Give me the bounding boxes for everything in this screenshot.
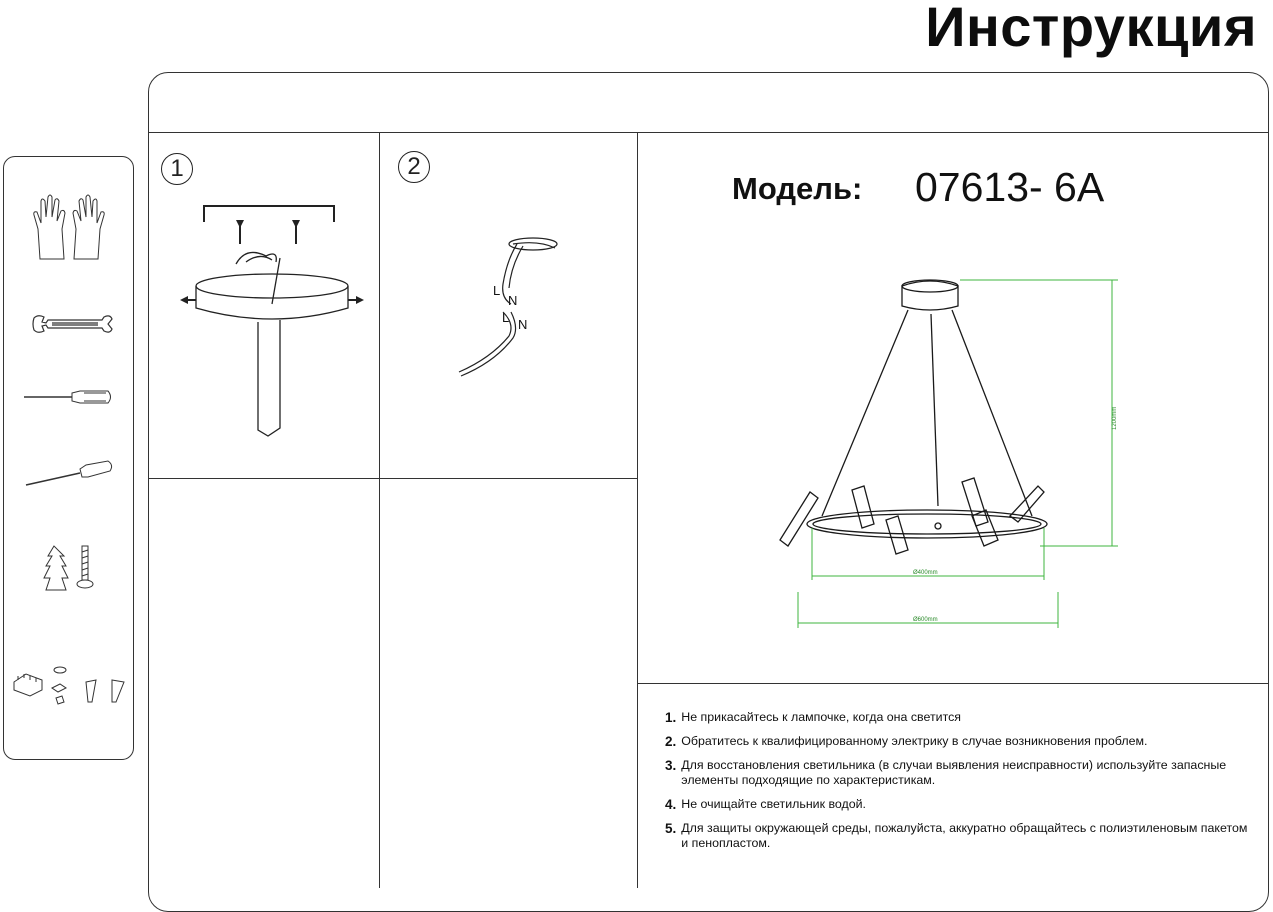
note-text: Для восстановления светильника (в случаи выявления неисправности) используйте запасные элементы подходящие по характеристикам. (681, 758, 1227, 787)
step-1-number: 1 (161, 153, 193, 185)
height-dimension: 1200mm (1112, 406, 1118, 430)
connector-parts-icon (12, 662, 130, 706)
wire-label-l-lower: L (502, 310, 510, 325)
grid-divider-2 (637, 132, 638, 888)
page-title: Инструкция (925, 0, 1257, 58)
note-number: 2. (665, 734, 677, 749)
screwdriver-icon (22, 387, 114, 407)
note-item (665, 758, 1255, 788)
note-text: Для защиты окружающей среды, пожалуйста, аккуратно обращайтесь с полиэтиленовым пакетом и пенопластом. (681, 821, 1248, 850)
gloves-icon (30, 189, 114, 261)
note-item (665, 797, 1255, 812)
outer-diameter-dimension: Ø600mm (913, 617, 938, 623)
wrench-icon (32, 314, 114, 334)
note-number: 4. (665, 797, 677, 812)
note-number: 5. (665, 821, 677, 836)
grid-divider-3 (148, 478, 638, 479)
tools-panel (3, 156, 134, 760)
note-item (665, 821, 1255, 851)
wire-label-l-upper: L (493, 283, 501, 298)
chandelier-drawing (770, 270, 1130, 640)
note-number: 3. (665, 758, 677, 773)
inner-diameter-dimension: Ø400mm (913, 570, 938, 576)
anchor-and-screw-icon (44, 542, 108, 596)
note-text: Не прикасайтесь к лампочке, когда она светится (681, 710, 962, 724)
note-item (665, 734, 1255, 749)
grid-divider-1 (379, 132, 380, 888)
wire-label-n-upper: N (508, 293, 518, 308)
safety-notes (665, 710, 1255, 860)
note-item (665, 710, 1255, 725)
header-divider (148, 132, 1268, 133)
step-1-illustration (176, 196, 366, 442)
model-label: Модель: (732, 171, 863, 206)
note-text: Не очищайте светильник водой. (681, 797, 866, 811)
note-number: 1. (665, 710, 677, 725)
grid-divider-4 (637, 683, 1269, 684)
note-text: Обратитесь к квалифицированному электрику в случае возникновения проблем. (681, 734, 1148, 748)
model-code: 07613- 6A (915, 164, 1105, 210)
phillips-screwdriver-icon (24, 459, 116, 489)
step-2-number: 2 (398, 151, 430, 183)
wire-label-n-lower: N (518, 317, 528, 332)
